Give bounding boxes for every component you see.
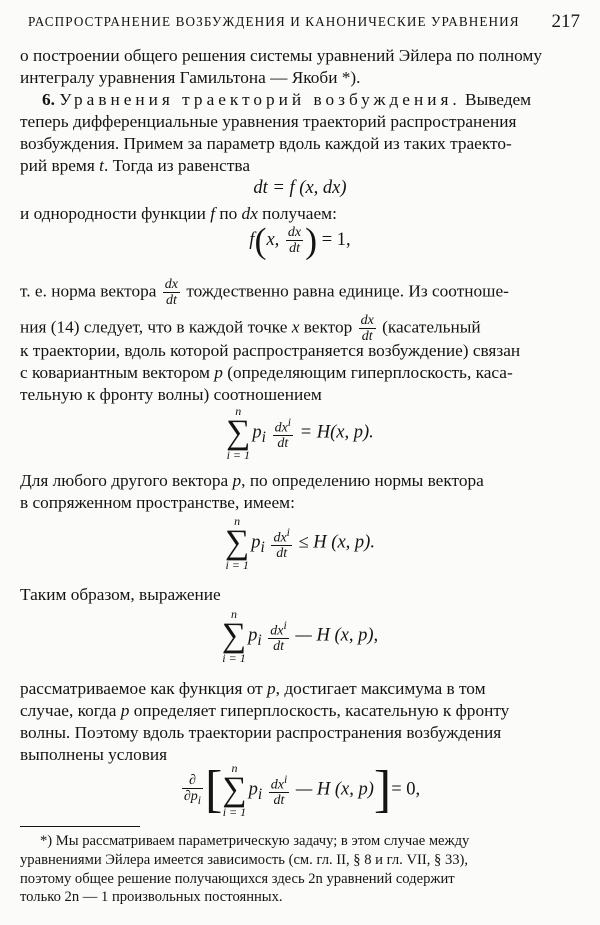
text-line: выполнены условия bbox=[20, 745, 168, 764]
footnote bbox=[20, 832, 580, 907]
page-header bbox=[28, 8, 580, 36]
text-line: ния (14) следует, что в каждой точке x вектор $\frac{dx}{dt}$ (касательный bbox=[20, 313, 481, 344]
text-line: Для любого другого вектора p, по определению нормы вектора bbox=[20, 471, 484, 490]
text-line: интегралу уравнения Гамильтона — Якоби *). bbox=[20, 68, 361, 87]
text-line: к траектории, вдоль которой распространяется возбуждение) связан bbox=[20, 341, 521, 360]
text-line: теперь дифференциальные уравнения траекторий распространения bbox=[20, 112, 517, 131]
text-line: т. е. норма вектора $\frac{dx}{dt}$ тождественно равна единице. Из соотноше- bbox=[20, 277, 509, 308]
text-line: рассматриваемое как функция от p, достигает максимума в том bbox=[20, 679, 486, 698]
text-line: возбуждения. Примем за параметр вдоль каждой из таких траекто- bbox=[20, 134, 512, 153]
text-line: рий время t. Тогда из равенства bbox=[20, 156, 251, 175]
equation-inequality: n ∑ i = 1 $p_i$ $\frac{dx^i}{dt}$ ≤ H (x, p). bbox=[225, 514, 375, 572]
equation-norm: f(x, $\frac{dx}{dt}$ ) = 1, bbox=[249, 220, 351, 261]
text-line: и однородности функции f по dx получаем: bbox=[20, 204, 337, 223]
footnote-line: только 2n — 1 произвольных постоянных. bbox=[20, 889, 283, 906]
equation-condition: $\frac{\partial}{\partial p_i}$ [ n ∑ i = 1 $p_i$ $\frac{dx^i}{dt}$ — H (x, p)]= 0, bbox=[183, 761, 421, 819]
footnote-rule bbox=[20, 826, 140, 827]
text-line: с ковариантным вектором p (определяющим гиперплоскость, каса- bbox=[20, 363, 513, 382]
equation-dt: dt = f (x, dx) bbox=[253, 178, 347, 198]
equation-expression: n ∑ i = 1 $p_i$ $\frac{dx^i}{dt}$ — H (x, p), bbox=[221, 607, 379, 665]
text-line: о построении общего решения системы уравнений Эйлера по полному bbox=[20, 46, 543, 65]
section-heading-line: 6. Уравнения траекторий возбуждения. Выведем bbox=[42, 90, 532, 109]
text-line: случае, когда p определяет гиперплоскость, касательную к фронту bbox=[20, 701, 510, 720]
text-line: в сопряженном пространстве, имеем: bbox=[20, 493, 295, 512]
footnote-line: *) Мы рассматриваем параметрическую задачу; в этом случае между bbox=[40, 833, 470, 849]
footnote-line: уравнениями Эйлера имеется зависимость (см. гл. II, § 8 и гл. VII, § 33), bbox=[20, 851, 469, 868]
section-title: Уравнения траекторий возбуждения. bbox=[59, 90, 461, 109]
footnote-line: поэтому общее решение получающихся здесь 2n уравнений содержит bbox=[20, 870, 455, 887]
text-line: тельную к фронту волны) соотношением bbox=[20, 385, 322, 404]
running-head: РАСПРОСТРАНЕНИЕ ВОЗБУЖДЕНИЯ И КАНОНИЧЕСКИЕ УРАВНЕНИЯ bbox=[28, 14, 520, 29]
section-number: 6. bbox=[42, 90, 55, 109]
text-line: Таким образом, выражение bbox=[20, 585, 221, 604]
text-line: волны. Поэтому вдоль траектории распространения возбуждения bbox=[20, 723, 502, 742]
equation-sum-h: n ∑ i = 1 $p_i$ $\frac{dx^i}{dt}$ = H(x, p). bbox=[226, 404, 374, 462]
page-number: 217 bbox=[551, 11, 580, 32]
